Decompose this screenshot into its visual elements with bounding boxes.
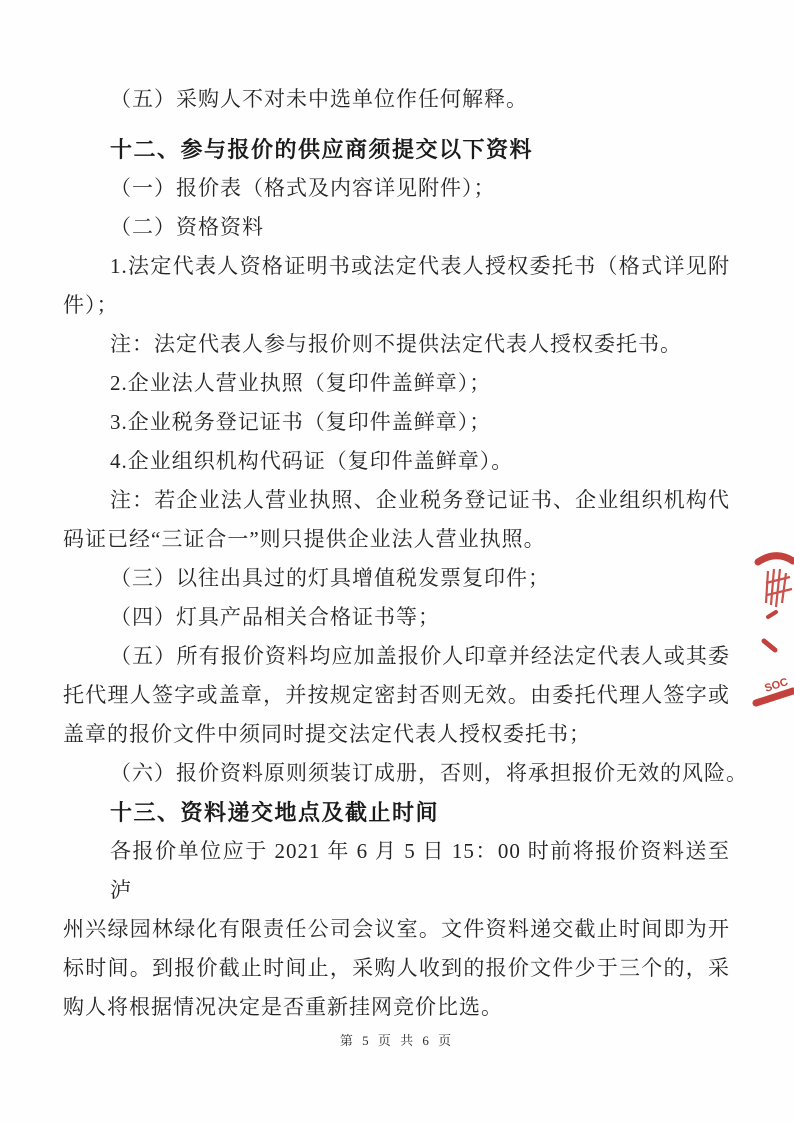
document-body [63, 80, 748, 1027]
section-heading: 十二、参与报价的供应商须提交以下资料 [110, 137, 534, 162]
document-lines [63, 80, 748, 1027]
text-line: 4.企业组织机构代码证（复印件盖鲜章）。 [110, 449, 514, 473]
text-line: 注：法定代表人参与报价则不提供法定代表人授权委托书。 [110, 332, 682, 356]
text-line: 托代理人签字或盖章，并按规定密封否则无效。由委托代理人签字或 [63, 683, 730, 707]
text-line: 注：若企业法人营业执照、企业税务登记证书、企业组织机构代 [110, 488, 730, 512]
text-line: （四）灯具产品相关合格证书等； [110, 605, 440, 629]
text-line: （五）采购人不对未中选单位作任何解释。 [110, 87, 528, 111]
text-line: （二）资格资料 [110, 215, 264, 239]
text-line: （三）以往出具过的灯具增值税发票复印件； [110, 566, 550, 590]
text-line: （五）所有报价资料均应加盖报价人印章并经法定代表人或其委 [110, 644, 730, 668]
text-line: 1.法定代表人资格证明书或法定代表人授权委托书（格式详见附 [110, 254, 730, 278]
text-line: 3.企业税务登记证书（复印件盖鲜章）； [110, 410, 492, 434]
section-heading: 十三、资料递交地点及截止时间 [110, 800, 440, 825]
text-line: （六）报价资料原则须装订成册，否则，将承担报价无效的风险。 [110, 761, 748, 785]
text-line: （一）报价表（格式及内容详见附件）； [110, 176, 496, 200]
stamp-text: SOC [763, 676, 790, 695]
text-line: 标时间。到报价截止时间止，采购人收到的报价文件少于三个的，采 [63, 956, 730, 980]
text-line: 2.企业法人营业执照（复印件盖鲜章）； [110, 371, 492, 395]
text-line: 州兴绿园林绿化有限责任公司会议室。文件资料递交截止时间即为开 [63, 917, 730, 941]
text-line: 购人将根据情况决定是否重新挂网竞价比选。 [63, 995, 503, 1019]
text-line: 码证已经“三证合一”则只提供企业法人营业执照。 [63, 527, 546, 551]
text-line: 各报价单位应于 2021 年 6 月 5 日 15：00 时前将报价资料送至泸 [110, 839, 730, 902]
page-number: 第 5 页 共 6 页 [339, 1033, 455, 1048]
text-line: 盖章的报价文件中须同时提交法定代表人授权委托书； [63, 722, 591, 746]
red-seal-fragment-icon [752, 545, 794, 715]
text-line: 件）； [63, 293, 119, 317]
